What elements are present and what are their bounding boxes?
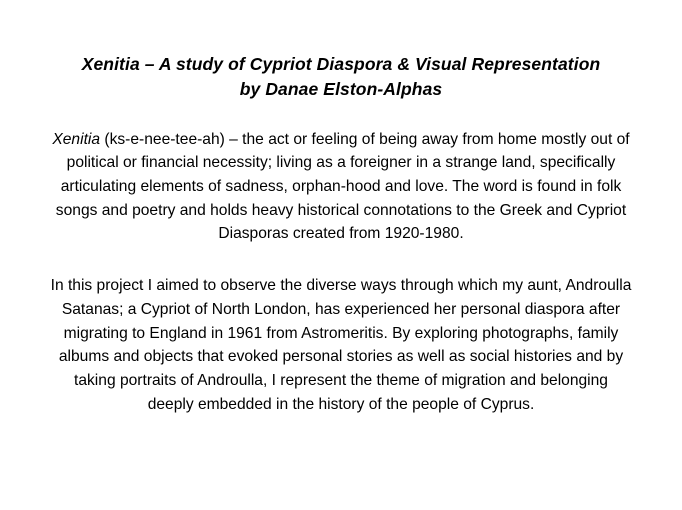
paragraph-project [46, 274, 636, 416]
paragraph-definition-text: (ks-e-nee-tee-ah) – the act or feeling of being away from home mostly out of political or financial necessity; living as a foreigner in a strange land, specifically articulating elements of sadness, orphan-hood and love. The word is found in folk songs and poetry and holds heavy historical connotations to the Greek and Cypriot Diasporas created from 1920-1980. [55, 130, 630, 243]
document-title-block [46, 52, 636, 102]
page-subtitle-author: by Danae Elston-Alphas [239, 78, 443, 99]
page-title: Xenitia – A study of Cypriot Diaspora & Visual Representation [81, 54, 601, 74]
paragraph-project-text: In this project I aimed to observe the diverse ways through which my aunt, Androulla Satanas; a Cypriot of North London, has experienced her personal diaspora after migrating to England in 1961 from Astromeritis. By exploring photographs, family albums and objects that evoked personal stories as well as social histories and by taking portraits of Androulla, I represent the theme of migration and belonging deeply embedded in the history of the people of Cyprus. [50, 277, 632, 413]
paragraph-definition [46, 128, 636, 246]
term-xenitia: Xenitia [52, 130, 101, 148]
